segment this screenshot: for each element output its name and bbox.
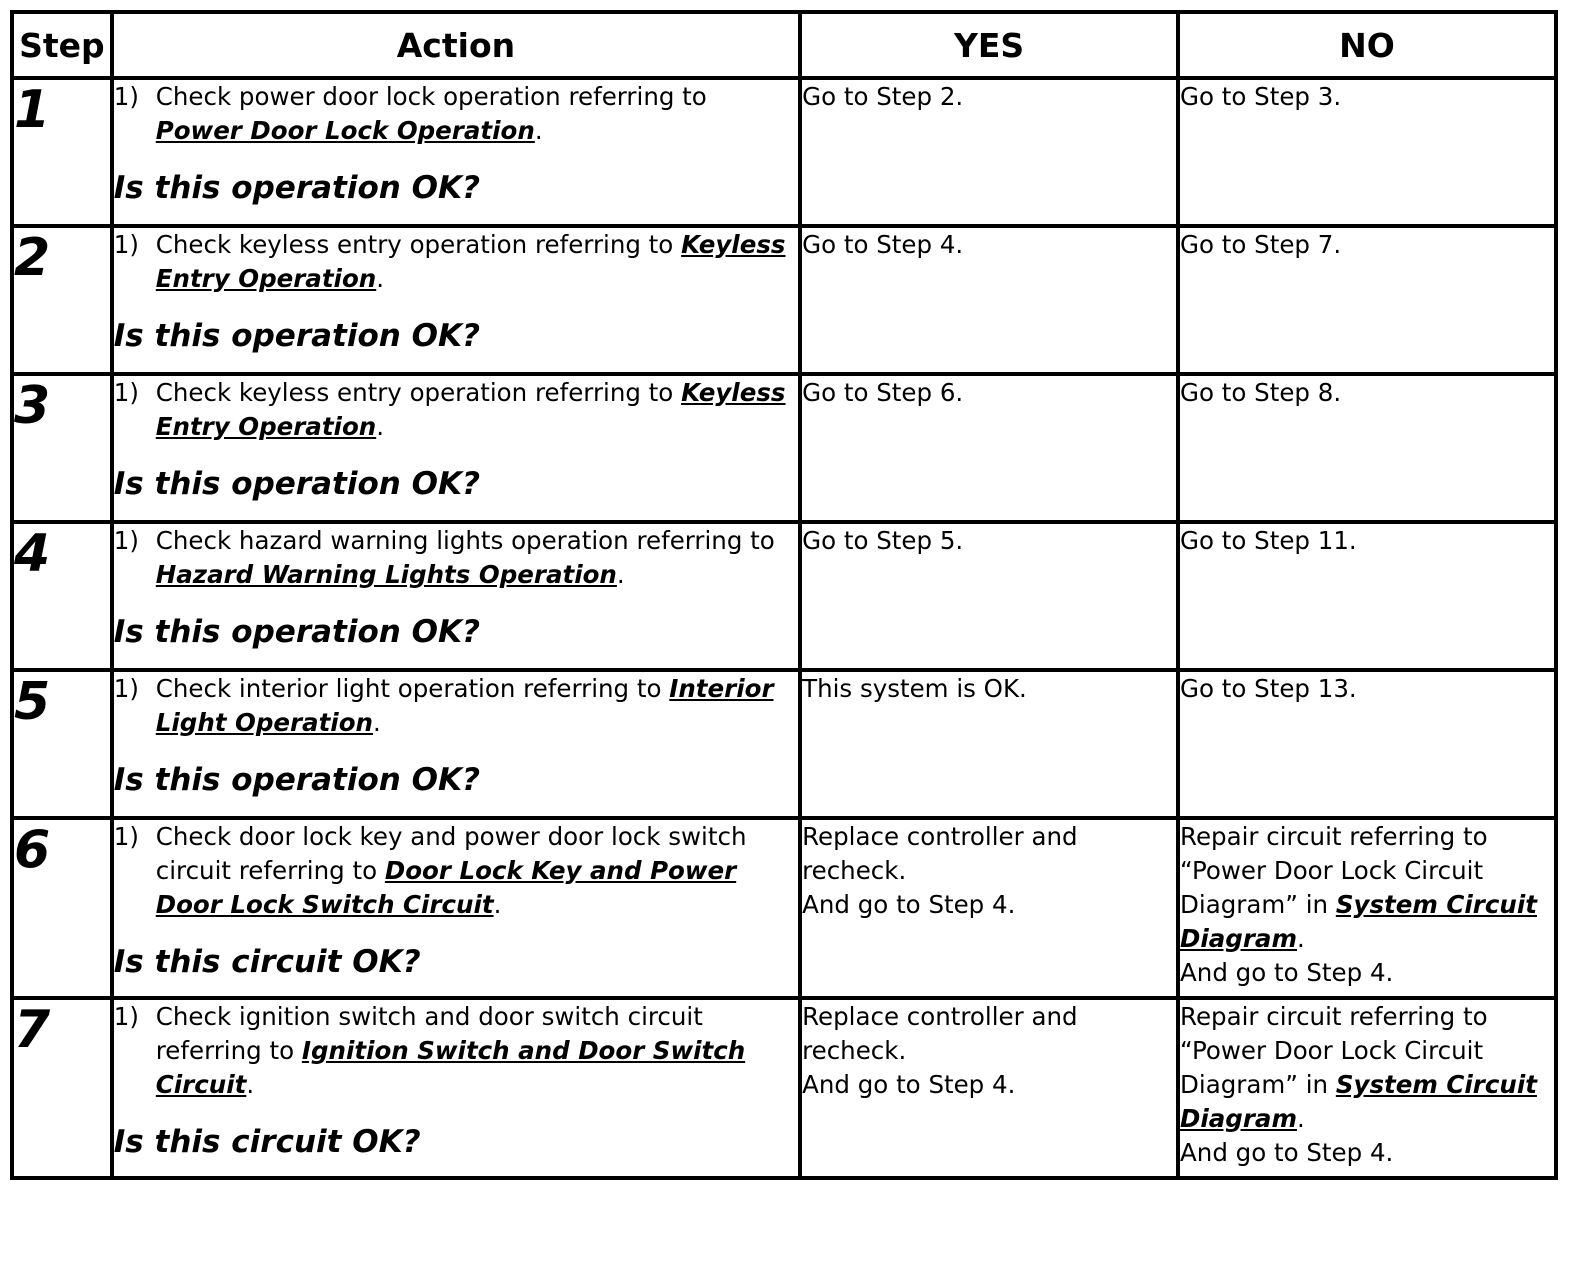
no-post-text: . (1296, 1104, 1305, 1133)
item-number: 1) (113, 526, 139, 555)
yes-text: Go to Step 6. (802, 378, 964, 407)
no-text (1180, 1000, 1554, 1136)
action-pre-text: Check door lock key and power door lock switch circuit referring to (155, 822, 747, 885)
item-number: 1) (113, 378, 139, 407)
yes-text: Replace controller and recheck. (802, 822, 1078, 885)
step-number: 4 (12, 522, 112, 670)
table-row (12, 998, 1556, 1178)
action-item (114, 524, 798, 592)
step-number: 6 (12, 818, 112, 998)
no-cell (1178, 818, 1556, 998)
no-text (1180, 820, 1554, 956)
action-text (156, 672, 798, 740)
action-post-text: . (534, 116, 543, 145)
reference-link[interactable]: Ignition Switch and Door Switch Circuit (155, 1036, 746, 1099)
no-text (1180, 672, 1554, 706)
yes-text: Replace controller and recheck. (802, 1002, 1078, 1065)
table-row (12, 522, 1556, 670)
action-post-text: . (493, 890, 502, 919)
yes-text: This system is OK. (802, 674, 1027, 703)
no-cell (1178, 522, 1556, 670)
yes-text: Go to Step 4. (802, 230, 964, 259)
no-after-text: And go to Step 4. (1180, 958, 1394, 987)
header-action: Action (112, 12, 800, 78)
diagnostic-table (10, 10, 1558, 1180)
reference-link[interactable]: Keyless Entry Operation (155, 378, 786, 441)
item-number: 1) (113, 822, 139, 851)
action-cell (112, 998, 800, 1178)
yes-cell (800, 998, 1178, 1178)
action-item (114, 672, 798, 740)
no-text (1180, 524, 1554, 558)
action-post-text: . (246, 1070, 255, 1099)
question: Is this operation OK? (113, 614, 480, 650)
no-cell (1178, 226, 1556, 374)
action-cell (112, 78, 800, 226)
header-row (12, 12, 1556, 78)
yes-text: And go to Step 4. (802, 1070, 1016, 1099)
action-cell (112, 670, 800, 818)
no-cell (1178, 374, 1556, 522)
yes-text: Go to Step 5. (802, 526, 964, 555)
action-post-text: . (372, 708, 381, 737)
question: Is this operation OK? (113, 318, 480, 354)
no-pre-text: Repair circuit referring to “Power Door Lock Circuit Diagram” in (1180, 822, 1488, 919)
no-pre-text: Go to Step 7. (1180, 230, 1342, 259)
no-pre-text: Go to Step 13. (1180, 674, 1357, 703)
table-row (12, 670, 1556, 818)
action-item (114, 1000, 798, 1102)
action-item (114, 228, 798, 296)
item-number: 1) (113, 230, 139, 259)
action-pre-text: Check interior light operation referring to (155, 674, 670, 703)
action-cell (112, 226, 800, 374)
no-pre-text: Go to Step 3. (1180, 82, 1342, 111)
no-reference-link[interactable]: System Circuit Diagram (1180, 890, 1537, 953)
no-text (1180, 376, 1554, 410)
action-pre-text: Check power door lock operation referring to (155, 82, 707, 111)
question: Is this circuit OK? (113, 1124, 421, 1160)
action-item (114, 820, 798, 922)
no-pre-text: Go to Step 8. (1180, 378, 1342, 407)
yes-text: And go to Step 4. (802, 890, 1016, 919)
question: Is this circuit OK? (113, 944, 421, 980)
yes-text: Go to Step 2. (802, 82, 964, 111)
action-post-text: . (616, 560, 625, 589)
action-post-text: . (376, 264, 385, 293)
header-step: Step (12, 12, 112, 78)
action-post-text: . (376, 412, 385, 441)
header-yes: YES (800, 12, 1178, 78)
item-number: 1) (113, 674, 139, 703)
reference-link[interactable]: Keyless Entry Operation (155, 230, 786, 293)
action-item (114, 80, 798, 148)
reference-link[interactable]: Interior Light Operation (155, 674, 774, 737)
action-text (156, 524, 798, 592)
no-pre-text: Go to Step 11. (1180, 526, 1357, 555)
no-post-text: . (1296, 924, 1305, 953)
table-row (12, 226, 1556, 374)
question: Is this operation OK? (113, 170, 480, 206)
table-row (12, 818, 1556, 998)
action-text (156, 376, 798, 444)
action-pre-text: Check keyless entry operation referring to (155, 378, 682, 407)
no-text (1180, 228, 1554, 262)
no-cell (1178, 78, 1556, 226)
step-number: 5 (12, 670, 112, 818)
action-cell (112, 374, 800, 522)
yes-cell (800, 818, 1178, 998)
action-text (156, 1000, 798, 1102)
item-number: 1) (113, 1002, 139, 1031)
no-cell (1178, 670, 1556, 818)
step-number: 1 (12, 78, 112, 226)
action-cell (112, 522, 800, 670)
no-cell (1178, 998, 1556, 1178)
item-number: 1) (113, 82, 139, 111)
action-pre-text: Check hazard warning lights operation referring to (155, 526, 775, 555)
yes-cell (800, 78, 1178, 226)
action-text (156, 228, 798, 296)
action-pre-text: Check keyless entry operation referring to (155, 230, 682, 259)
action-item (114, 376, 798, 444)
no-after-text: And go to Step 4. (1180, 1138, 1394, 1167)
yes-cell (800, 522, 1178, 670)
table-row (12, 374, 1556, 522)
no-pre-text: Repair circuit referring to “Power Door Lock Circuit Diagram” in (1180, 1002, 1488, 1099)
no-reference-link[interactable]: System Circuit Diagram (1180, 1070, 1537, 1133)
reference-link[interactable]: Door Lock Key and Power Door Lock Switch Circuit (155, 856, 737, 919)
step-number: 7 (12, 998, 112, 1178)
step-number: 3 (12, 374, 112, 522)
action-pre-text: Check ignition switch and door switch circuit referring to (155, 1002, 703, 1065)
no-text (1180, 80, 1554, 114)
yes-cell (800, 670, 1178, 818)
yes-cell (800, 226, 1178, 374)
action-text (156, 820, 798, 922)
reference-link[interactable]: Power Door Lock Operation (155, 116, 535, 145)
table-row (12, 78, 1556, 226)
reference-link[interactable]: Hazard Warning Lights Operation (155, 560, 617, 589)
question: Is this operation OK? (113, 466, 480, 502)
action-text (156, 80, 798, 148)
question: Is this operation OK? (113, 762, 480, 798)
action-cell (112, 818, 800, 998)
step-number: 2 (12, 226, 112, 374)
yes-cell (800, 374, 1178, 522)
header-no: NO (1178, 12, 1556, 78)
